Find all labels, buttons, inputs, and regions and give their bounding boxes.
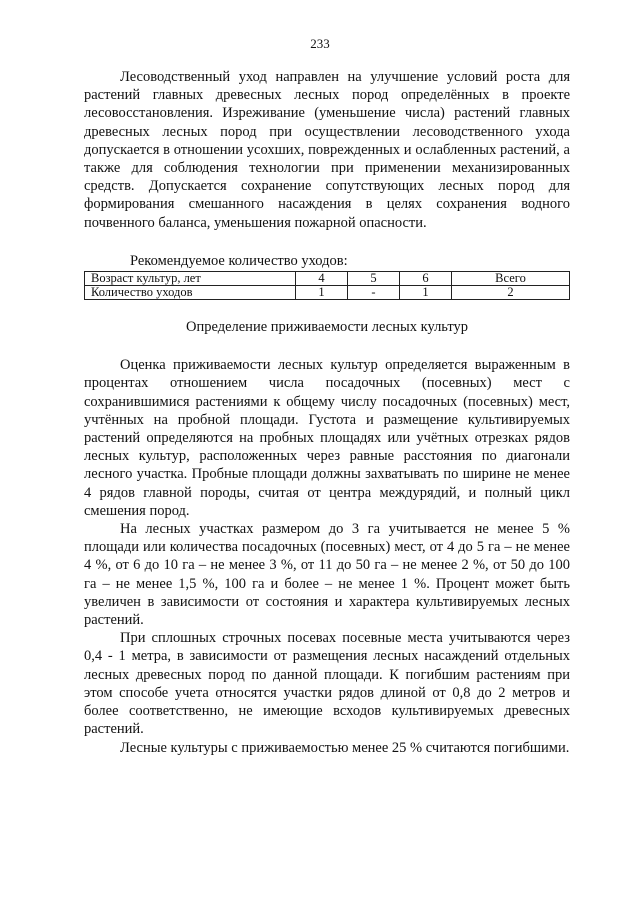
section-paragraph-2: На лесных участках размером до 3 га учитывается не менее 5 % площади или количества посадочных (посевных) мест, от 4 до 5 га – не менее 4 %, от 6 до 10 га – не менее 3 %, от 11 до 50 га – не менее 2 %, от 50 до 100 га – не менее 1,5 %, 100 га и более – не менее 1 %. Процент может быть увеличен в зависимости от состояния и характера культивируемых лесных растений.: [84, 521, 570, 629]
table-cell: 2: [452, 286, 570, 300]
table-cell: 5: [348, 272, 400, 286]
section-paragraph-4: Лесные культуры с приживаемостью менее 25 % считаются погибшими.: [120, 739, 570, 756]
table-cell: 4: [296, 272, 348, 286]
row-label-care-count: Количество уходов: [85, 286, 296, 300]
intro-paragraph: Лесоводственный уход направлен на улучшение условий роста для растений главных древесных лесных пород определённых в проекте лесовосстановления. Изреживание (уменьшение числа) растений главных древесных лесных пород при осуществлении лесоводственного ухода допускается в отношении усохших, поврежденных и ослабленных растений, а также для соблюдения технологии при применении механизированных средств. Допускается сохранение сопутствующих лесных пород для формирования смешанного насаждения в целях сохранения водного почвенного баланса, уменьшения пожарной опасности.: [84, 69, 570, 231]
row-label-age: Возраст культур, лет: [85, 272, 296, 286]
table-cell: 6: [400, 272, 452, 286]
section-title: Определение приживаемости лесных культур: [185, 319, 469, 336]
table-cell: 1: [296, 286, 348, 300]
table-row-age: [85, 272, 570, 286]
document-body: [84, 68, 570, 757]
section-paragraph-1: Оценка приживаемости лесных культур определяется выраженным в процентах отношением числа посадочных (посевных) мест с сохранившимися растениями к общему числу посадочных (посевных) мест, учтённых на пробной площади. Густота и размещение культивируемых растений определяются на пробных площадях или учётных отрезках рядов лесных культур, расположенных через равные расстояния по диагонали лесного участка. Пробные площади должны захватывать по ширине не менее 4 рядов главной породы, считая от центра междурядий, и полный цикл смешения пород.: [84, 357, 570, 519]
care-count-table: [84, 271, 570, 300]
table-cell: Всего: [452, 272, 570, 286]
section-paragraph-3: При сплошных строчных посевах посевные места учитываются через 0,4 - 1 метра, в зависимости от размещения лесных насаждений отдельных лесных древесных пород по данной площади. К погибшим растениям при этом способе учета относятся участки рядов длиной от 0,8 до 2 метров и более соответственно, не имеющие всходов культивируемых древесных растений.: [84, 630, 570, 738]
table-cell: 1: [400, 286, 452, 300]
page-number: 233: [310, 36, 330, 51]
table-row-care-count: [85, 286, 570, 300]
table-cell: -: [348, 286, 400, 300]
table-caption: Рекомендуемое количество уходов:: [130, 252, 348, 269]
